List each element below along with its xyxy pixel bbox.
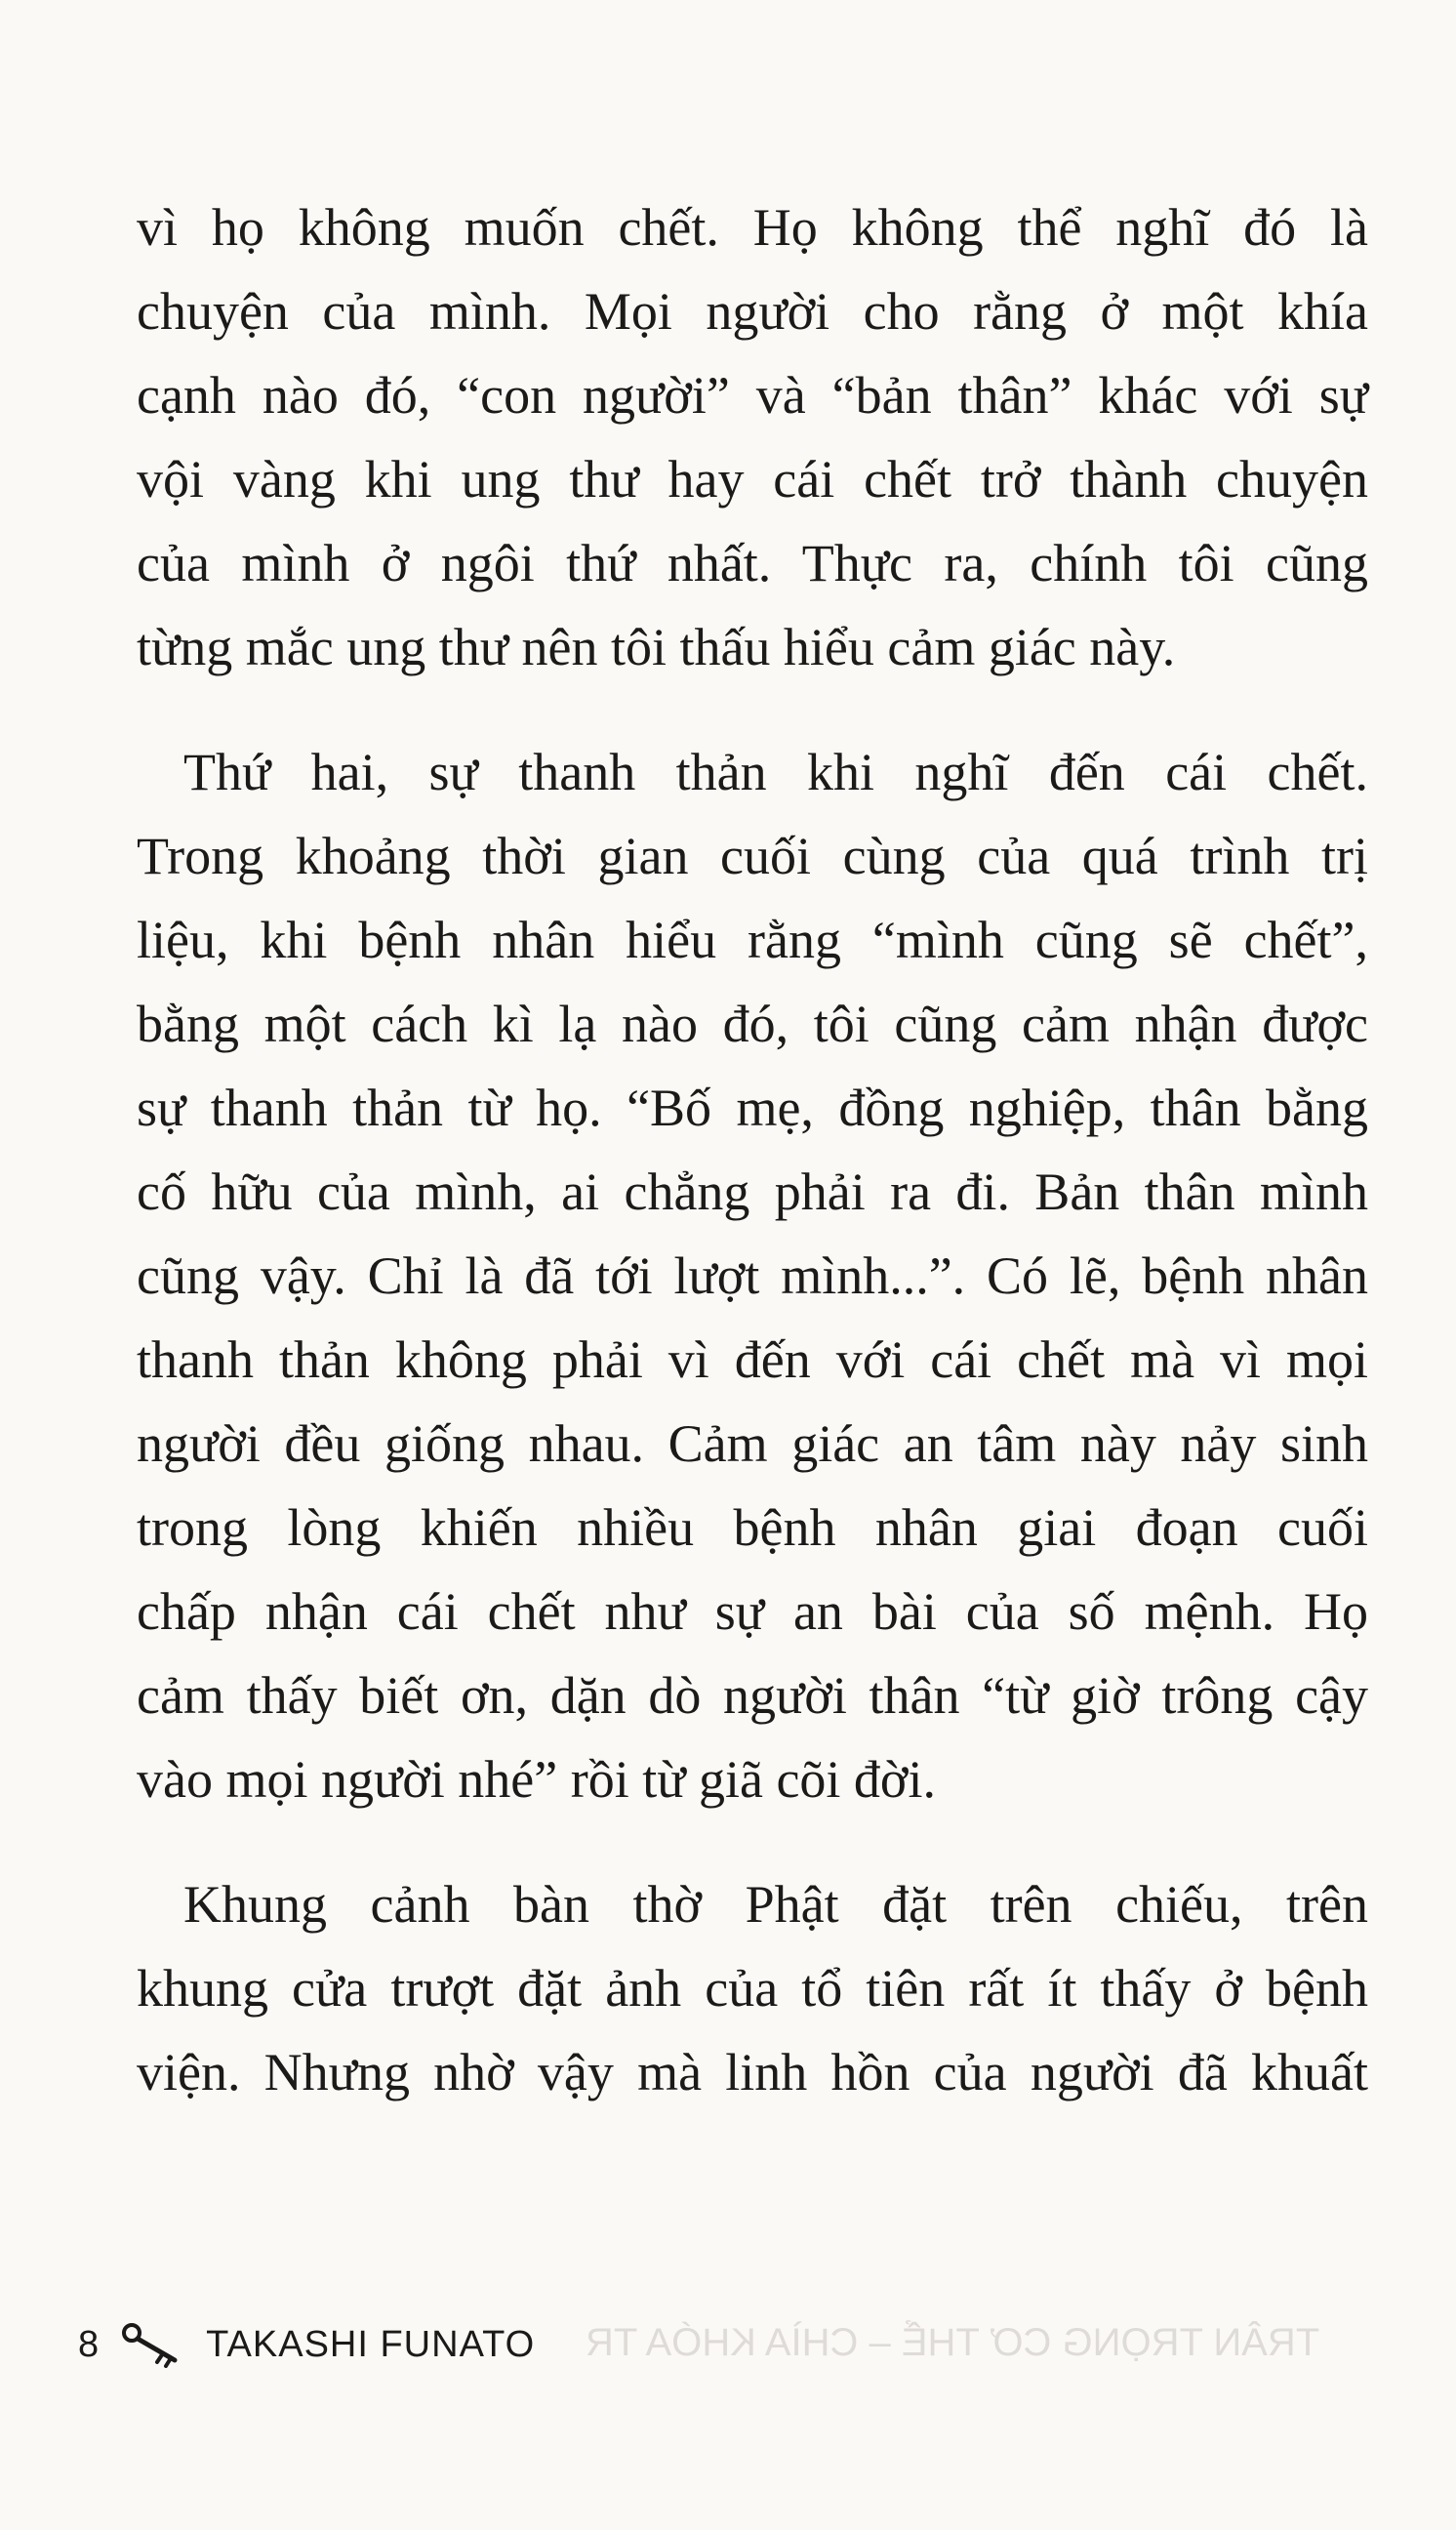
page-footer — [78, 2315, 535, 2374]
text-line: từng mắc ung thư nên tôi thấu hiểu cảm giác này. — [137, 618, 1176, 676]
key-icon — [120, 2321, 188, 2368]
bleed-through-text: TRÂN TRỌNG CƠ THỂ – CHÌA KHÓA TR — [586, 2321, 1320, 2364]
text-line: vào mọi người nhé” rồi từ giã cõi đời. — [137, 1750, 936, 1809]
text-line: sự thanh thản từ họ. “Bố mẹ, đồng nghiệp, thân bằng — [137, 1079, 1368, 1137]
text-line: liệu, khi bệnh nhân hiểu rằng “mình cũng sẽ chết”, — [137, 911, 1368, 969]
text-line: của mình ở ngôi thứ nhất. Thực ra, chính tôi cũng — [137, 534, 1368, 592]
text-line: cạnh nào đó, “con người” và “bản thân” khác với sự — [137, 366, 1368, 425]
author-name: TAKASHI FUNATO — [206, 2323, 536, 2365]
text-line: viện. Nhưng nhờ vậy mà linh hồn của người đã khuất — [137, 2043, 1368, 2102]
text-line: cảm thấy biết ơn, dặn dò người thân “từ giờ trông cậy — [137, 1666, 1368, 1725]
text-line: vội vàng khi ung thư hay cái chết trở thành chuyện — [137, 450, 1368, 509]
paragraph-3 — [137, 1862, 1368, 2114]
text-line: khung cửa trượt đặt ảnh của tổ tiên rất ít thấy ở bệnh — [137, 1959, 1368, 2018]
text-line: bằng một cách kì lạ nào đó, tôi cũng cảm nhận được — [137, 995, 1368, 1053]
paragraph-1 — [137, 185, 1368, 689]
text-line: trong lòng khiến nhiều bệnh nhân giai đoạn cuối — [137, 1498, 1368, 1557]
paragraph-2 — [137, 730, 1368, 1821]
text-line: người đều giống nhau. Cảm giác an tâm này nảy sinh — [137, 1414, 1368, 1473]
text-line: chuyện của mình. Mọi người cho rằng ở một khía — [137, 282, 1368, 341]
text-line: Khung cảnh bàn thờ Phật đặt trên chiếu, trên — [183, 1875, 1368, 1934]
text-line: thanh thản không phải vì đến với cái chết mà vì mọi — [137, 1330, 1368, 1389]
body-text — [137, 185, 1368, 2114]
text-line: Trong khoảng thời gian cuối cùng của quá trình trị — [137, 827, 1368, 885]
text-line: cố hữu của mình, ai chẳng phải ra đi. Bản thân mình — [137, 1163, 1368, 1221]
text-line: cũng vậy. Chỉ là đã tới lượt mình...”. Có lẽ, bệnh nhân — [137, 1246, 1368, 1305]
text-line: vì họ không muốn chết. Họ không thể nghĩ đó là — [137, 198, 1368, 257]
page-number: 8 — [78, 2323, 100, 2365]
text-line: Thứ hai, sự thanh thản khi nghĩ đến cái chết. — [183, 743, 1368, 801]
text-line: chấp nhận cái chết như sự an bài của số mệnh. Họ — [137, 1582, 1368, 1641]
